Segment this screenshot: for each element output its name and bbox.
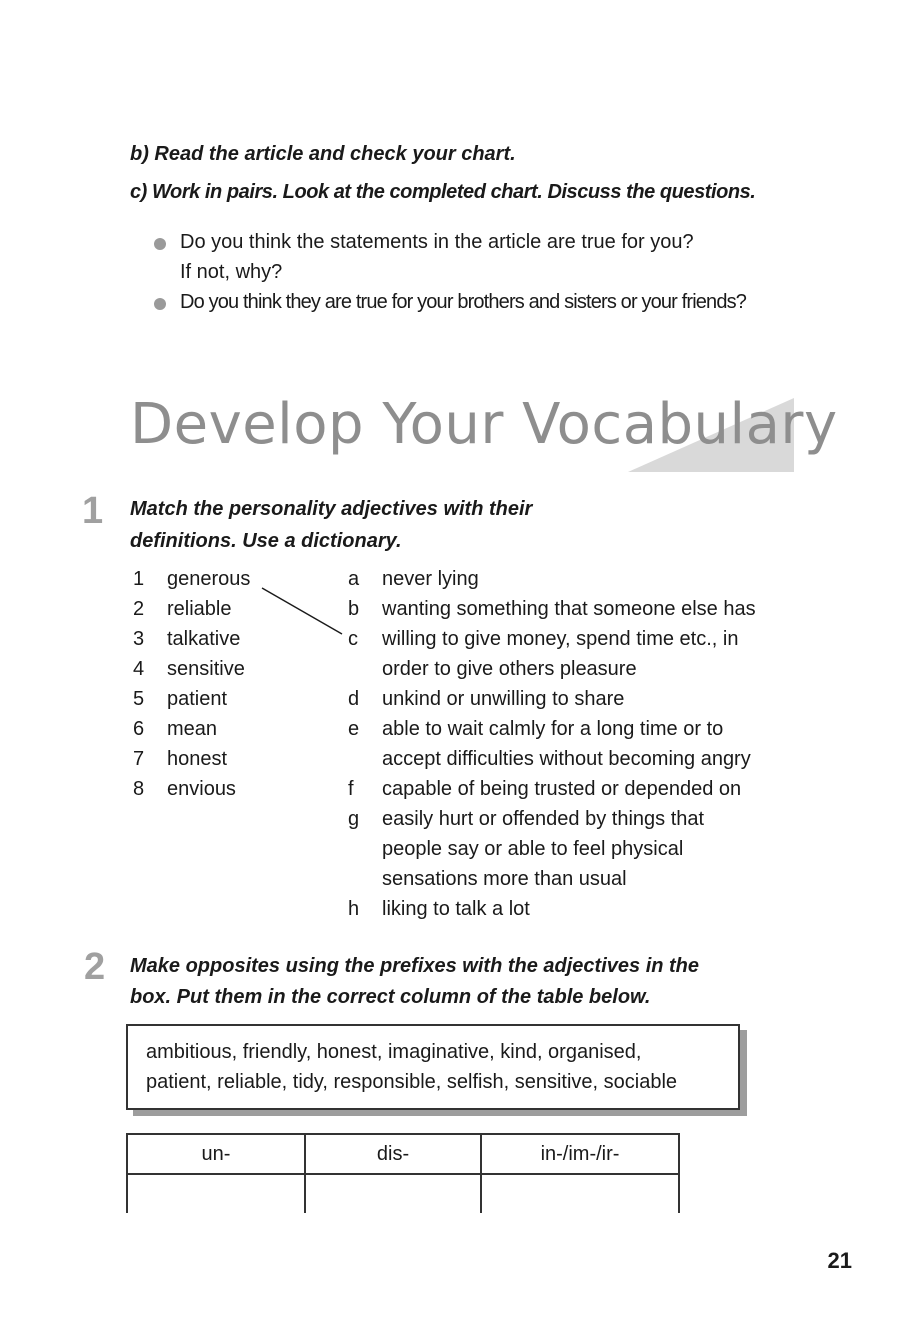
definition-letter: h (348, 898, 360, 920)
exercise-number: 2 (84, 946, 106, 988)
definition-letter: b (348, 598, 360, 620)
table-column (304, 1133, 480, 1213)
page-number: 21 (827, 1248, 852, 1273)
word-box-line: ambitious, friendly, honest, imaginative, kind, organised, (146, 1041, 642, 1063)
bullet-text-line: Do you think they are true for your brothers and sisters or your friends? (180, 291, 747, 313)
table-column (126, 1133, 304, 1213)
table-header-cell: un- (201, 1143, 231, 1165)
definition-text-line: liking to talk a lot (382, 898, 530, 920)
exercise-instruction-line: definitions. Use a dictionary. (130, 530, 402, 552)
adjective-word: mean (167, 718, 218, 740)
definition-text-line: accept difficulties without becoming angry (382, 748, 751, 770)
adjective-number: 6 (133, 718, 145, 740)
definition-letter: d (348, 688, 360, 710)
definition-text-line: able to wait calmly for a long time or to (382, 718, 724, 740)
table-header-cell: in-/im-/ir- (540, 1143, 620, 1165)
definition-text-line: people say or able to feel physical (382, 838, 684, 860)
definition-letter: g (348, 808, 360, 830)
adjective-word: honest (167, 748, 228, 770)
exercise-instruction-line: box. Put them in the correct column of the table below. (130, 986, 651, 1008)
table-column (480, 1133, 680, 1213)
adjective-number: 5 (133, 688, 145, 710)
match-line (258, 584, 348, 640)
adjective-number: 2 (133, 598, 145, 620)
definition-text-line: sensations more than usual (382, 868, 627, 890)
instruction-b: b) Read the article and check your chart. (130, 143, 516, 165)
definition-text-line: order to give others pleasure (382, 658, 637, 680)
table-header-cell: dis- (376, 1143, 410, 1165)
exercise-instruction-line: Make opposites using the prefixes with the adjectives in the (130, 955, 700, 977)
adjective-word: envious (167, 778, 236, 800)
word-box-line: patient, reliable, tidy, responsible, selfish, sensitive, sociable (146, 1071, 678, 1093)
definition-text-line: unkind or unwilling to share (382, 688, 625, 710)
exercise-instruction-line: Match the personality adjectives with their (130, 498, 533, 520)
definition-letter: c (348, 628, 358, 650)
definition-text-line: capable of being trusted or depended on (382, 778, 742, 800)
definition-text-line: wanting something that someone else has (382, 598, 756, 620)
definition-letter: e (348, 718, 360, 740)
bullet-dot-icon (154, 238, 166, 250)
definition-letter: a (348, 568, 360, 590)
adjective-number: 1 (133, 568, 145, 590)
adjective-word: patient (167, 688, 228, 710)
word-box (126, 1024, 740, 1110)
adjective-word: generous (167, 568, 251, 590)
adjective-word: reliable (167, 598, 232, 620)
adjective-word: sensitive (167, 658, 245, 680)
prefix-table (126, 1133, 680, 1213)
section-title: Develop Your Vocabulary (130, 392, 838, 457)
bullet-text-line: Do you think the statements in the article are true for you? (180, 231, 694, 253)
adjective-number: 4 (133, 658, 145, 680)
adjective-number: 8 (133, 778, 145, 800)
adjective-number: 7 (133, 748, 145, 770)
bullet-text-line: If not, why? (180, 261, 283, 283)
definition-text-line: never lying (382, 568, 479, 590)
definition-letter: f (348, 778, 354, 800)
definition-text-line: willing to give money, spend time etc., in (382, 628, 739, 650)
exercise-number: 1 (82, 490, 104, 532)
adjective-word: talkative (167, 628, 241, 650)
instruction-c: c) Work in pairs. Look at the completed chart. Discuss the questions. (130, 181, 756, 203)
adjective-number: 3 (133, 628, 145, 650)
bullet-dot-icon (154, 298, 166, 310)
definition-text-line: easily hurt or offended by things that (382, 808, 705, 830)
